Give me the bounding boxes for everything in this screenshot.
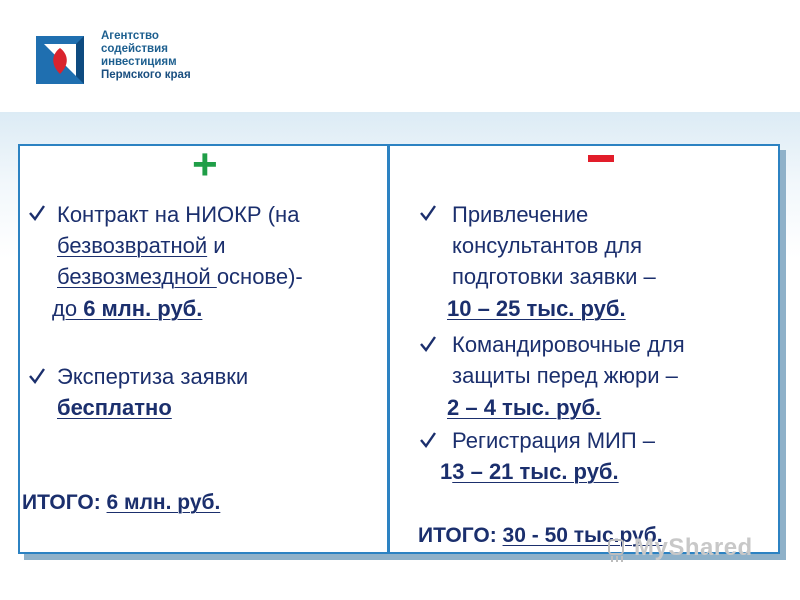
header [0,0,800,112]
right-total-value: 30 - 50 тыс.руб. [502,524,663,547]
right-item1-line2: консультантов для [452,233,643,258]
right-total-label: ИТОГО: [418,524,497,547]
checkmark-icon [419,335,437,353]
left-item1-line4-prefix: до [52,296,84,321]
left-item1-line2 [57,230,226,261]
right-item3-line2 [440,456,619,487]
left-item1-line2-rest: и [207,233,226,258]
agency-name [101,30,191,82]
checkmark-icon [28,367,46,385]
watermark-text: MyShared [634,534,753,561]
right-item3-line1: Регистрация МИП – [452,428,656,453]
logo-line-4: Пермского края [101,69,191,81]
right-item1-amount: 10 – 25 тыс. руб. [447,296,626,321]
left-item1-line1: Контракт на НИОКР (на [57,202,300,227]
left-item1-line4 [52,293,202,324]
agency-logo-icon [36,30,92,86]
right-item1-line3: подготовки заявки – [452,264,656,289]
left-item1-amount: 6 млн. руб. [83,296,203,321]
left-item2-line2: бесплатно [57,395,172,420]
left-total [22,487,220,518]
left-item1-underline-2: безвозмездной [57,264,217,289]
right-item2-amount: 2 – 4 тыс. руб. [447,395,602,420]
checkmark-icon [419,431,437,449]
minus-bar [588,155,614,162]
logo-line-3: инвестициям [101,56,177,68]
right-item3-amount: 3 – 21 тыс. руб. [452,459,619,484]
right-item3-prefix: 1 [440,459,453,484]
right-item2-line1: Командировочные для [452,332,685,357]
watermark-icon [607,538,631,564]
left-item1-line3 [57,261,303,292]
logo-line-2: содействия [101,43,168,55]
logo-line-1: Агентство [101,30,159,42]
checkmark-icon [28,204,46,222]
left-item1-line3-rest: основе)- [216,264,303,289]
column-divider [387,144,390,554]
checkmark-icon [419,204,437,222]
right-item1-line1: Привлечение [452,202,589,227]
right-item2-line2: защиты перед жюри – [452,363,678,388]
minus-symbol [583,150,617,170]
left-total-label: ИТОГО: [22,491,101,514]
left-item1-underline-1: безвозвратной [57,233,208,258]
left-total-value: 6 млн. руб. [106,491,221,514]
plus-symbol: + [192,140,218,189]
left-item2-line1: Экспертиза заявки [57,364,249,389]
